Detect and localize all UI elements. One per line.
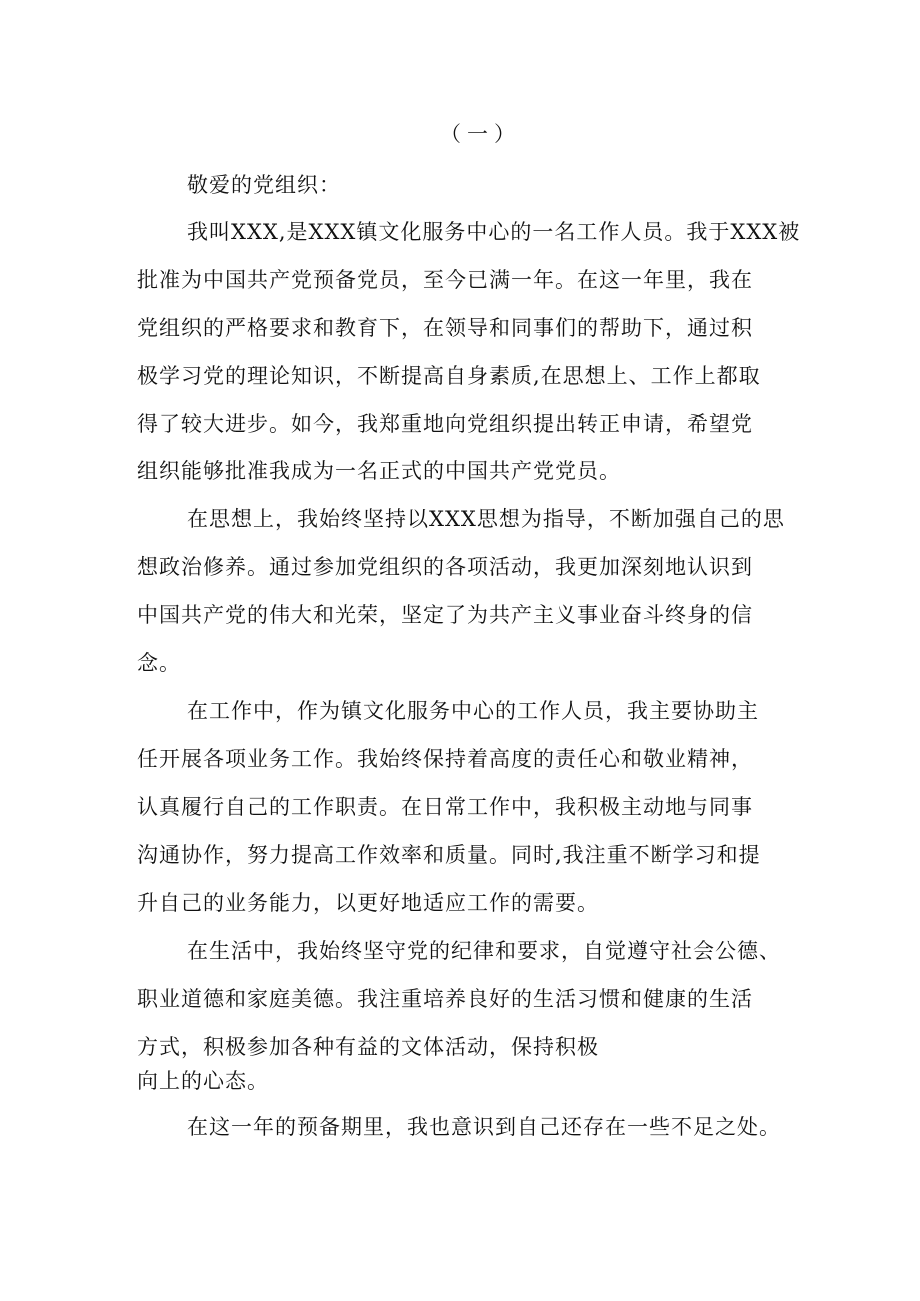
paragraph-line: 在思想上，我始终坚持以XXX思想为指导，不断加强自己的思 (187, 507, 785, 531)
paragraph-line: 组织能够批准我成为一名正式的中国共产党党员。 (137, 459, 621, 483)
paragraph-line: 批准为中国共产党预备党员，至今已满一年。在这一年里，我在 (137, 268, 753, 292)
paragraph-line: 中国共产党的伟大和光荣，坚定了为共产主义事业奋斗终身的信 (137, 603, 753, 627)
paragraph-line: 沟通协作，努力提高工作效率和质量。同时,我注重不断学习和提 (137, 843, 761, 867)
paragraph-line: 党组织的严格要求和教育下，在领导和同事们的帮助下，通过积 (137, 316, 753, 340)
salutation: 敬爱的党组织： (187, 173, 341, 197)
paragraph-line: 极学习党的理论知识，不断提高自身素质,在思想上、工作上都取 (137, 364, 761, 388)
paragraph-line: 念。 (137, 651, 181, 675)
paragraph-line: 方式，积极参加各种有益的文体活动，保持积极 (137, 1035, 599, 1059)
paragraph-line: 得了较大进步。如今，我郑重地向党组织提出转正申请，希望党 (137, 412, 753, 436)
section-heading: （一） (440, 122, 521, 146)
paragraph-line: 职业道德和家庭美德。我注重培养良好的生活习惯和健康的生活 (137, 987, 753, 1011)
paragraph-line: 我叫XXX,是XXX镇文化服务中心的一名工作人员。我于XXX被 (187, 220, 801, 244)
paragraph-line: 任开展各项业务工作。我始终保持着高度的责任心和敬业精神， (137, 747, 753, 771)
paragraph-line: 在工作中，作为镇文化服务中心的工作人员，我主要协助主 (187, 699, 759, 723)
paragraph-line: 升自己的业务能力，以更好地适应工作的需要。 (137, 891, 599, 915)
paragraph-line: 向上的心态。 (137, 1069, 269, 1093)
paragraph-line: 在生活中，我始终坚守党的纪律和要求，自觉遵守社会公德、 (187, 939, 781, 963)
paragraph-line: 在这一年的预备期里，我也意识到自己还存在一些不足之处。 (187, 1115, 781, 1139)
paragraph-line: 认真履行自己的工作职责。在日常工作中，我积极主动地与同事 (137, 795, 753, 819)
paragraph-line: 想政治修养。通过参加党组织的各项活动，我更加深刻地认识到 (137, 555, 753, 579)
